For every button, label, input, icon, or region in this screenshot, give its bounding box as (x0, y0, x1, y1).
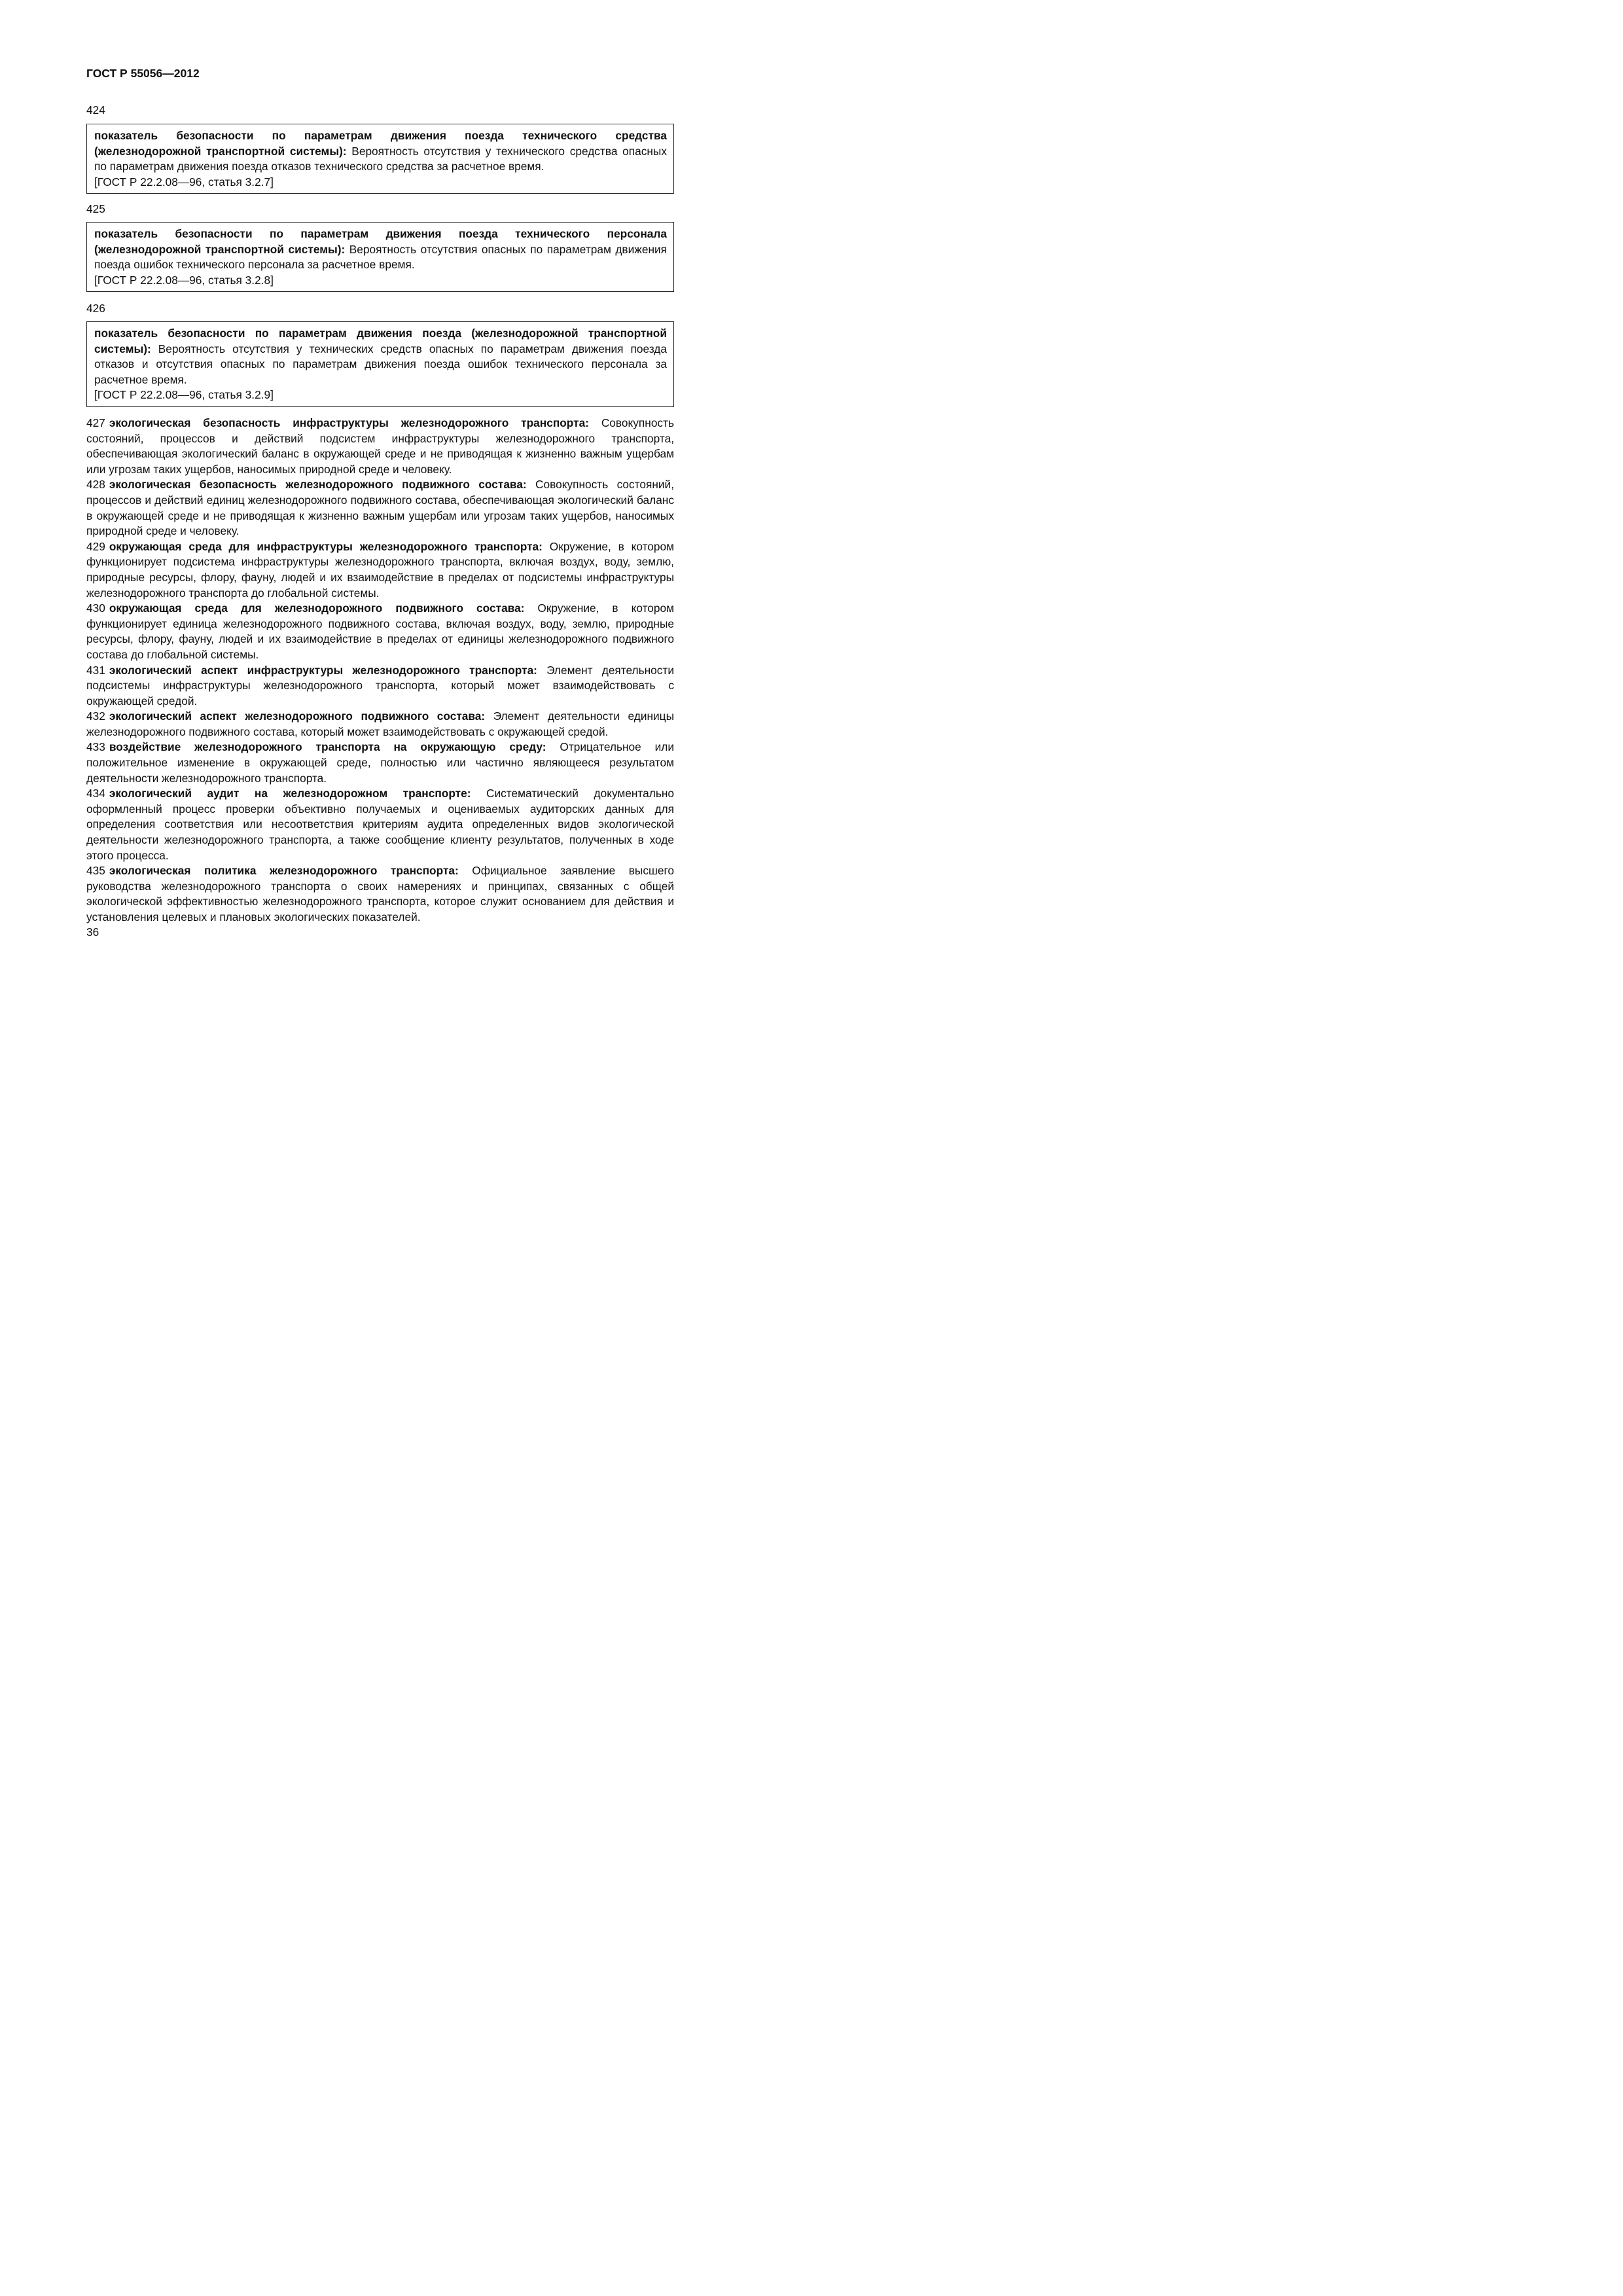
list-item (86, 477, 674, 539)
boxed-definition-425 (86, 222, 674, 292)
boxed-definition-424 (86, 124, 674, 194)
entry-number-424: 424 (86, 103, 105, 117)
entry-number: 431 (86, 663, 105, 677)
term: экологическая безопасность железнодорожного подвижного состава: (109, 478, 527, 492)
definition: Систематический документально оформленный процесс проверки объективно получаемых и оцениваемых аудиторских данных для определения соответствия или несоответствия критериям аудита определенных видов экологической деятельности железнодорожного транспорта, а также сообщение клиенту результатов, полученных в ходе этого процесса. (86, 787, 674, 862)
entry-number: 430 (86, 601, 105, 615)
reference: [ГОСТ Р 22.2.08—96, статья 3.2.8] (94, 273, 274, 287)
document-page (0, 0, 722, 1021)
reference: [ГОСТ Р 22.2.08—96, статья 3.2.9] (94, 388, 274, 402)
list-item (86, 709, 674, 740)
definition: Совокупность состояний, процессов и действий подсистем инфраструктуры железнодорожного транспорта, обеспечивающая экологический баланс в окружающей среде и не приводящая к жизненно важным ущербам или угрозам таких ущербов, наносимых природной среде и человеку. (86, 416, 674, 476)
entry-number: 427 (86, 416, 105, 429)
definition: Вероятность отсутствия опасных по параметрам движения поезда ошибок технического персонала за расчетное время. (94, 242, 667, 272)
list-item (86, 663, 674, 709)
definition: Окружение, в котором функционирует подсистема инфраструктуры железнодорожного транспорта, включая воздух, воду, землю, природные ресурсы, флору, фауну, людей и их взаимодействие в пределах от подсистемы инфраструктуры железнодорожного транспорта до глобальной системы. (86, 539, 675, 600)
term: экологический аудит на железнодорожном транспорте: (109, 787, 471, 800)
definition: Элемент деятельности единицы железнодорожного подвижного состава, который может взаимодействовать с окружающей средой. (86, 709, 675, 738)
list-item (86, 863, 674, 925)
entry-number: 435 (86, 864, 105, 878)
term: окружающая среда для инфраструктуры железнодорожного транспорта: (109, 539, 543, 553)
term: экологический аспект железнодорожного подвижного состава: (109, 709, 486, 723)
definition: Совокупность состояний, процессов и действий единиц железнодорожного подвижного состава, обеспечивающая экологический баланс в окружающей среде и не приводящая к жизненно важным ущербам или угрозам таких ущербов, наносимых природной среде и человеку. (86, 478, 674, 538)
entry-number: 428 (86, 478, 105, 492)
entry-number: 433 (86, 740, 105, 754)
term: показатель безопасности по параметрам движения поезда технического персонала (железнодорожной транспортной системы): (94, 227, 667, 256)
list-item (86, 416, 674, 477)
term: экологический аспект инфраструктуры железнодорожного транспорта: (109, 663, 537, 677)
definition: Вероятность отсутствия у технического средства опасных по параметрам движения поезда отказов технического средства за расчетное время. (94, 144, 667, 173)
list-item (86, 539, 674, 601)
entry-number-426: 426 (86, 302, 105, 315)
entry-number: 434 (86, 787, 105, 800)
definition: Окружение, в котором функционирует единица железнодорожного подвижного состава, включая воздух, воду, землю, природные ресурсы, флору, фауну, людей и их взаимодействие в пределах от единицы железнодорожного подвижного состава до глобальной системы. (86, 601, 675, 661)
definition: Вероятность отсутствия у технических средств опасных по параметрам движения поезда отказов и отсутствия опасных по параметрам движения поезда ошибок технического персонала за расчетное время. (94, 342, 667, 386)
list-item (86, 786, 674, 863)
term: показатель безопасности по параметрам движения поезда технического средства (железнодорожной транспортной системы): (94, 129, 667, 158)
term: воздействие железнодорожного транспорта на окружающую среду: (109, 740, 546, 754)
page-number: 36 (86, 925, 99, 939)
entry-number-425: 425 (86, 202, 105, 215)
term: окружающая среда для железнодорожного подвижного состава: (109, 601, 525, 615)
term: экологическая безопасность инфраструктуры железнодорожного транспорта: (109, 416, 589, 429)
definition: Официальное заявление высшего руководства железнодорожного транспорта о своих намерениях и принципах, связанных с общей экологической эффективностью железнодорожного транспорта, которое служит основанием для действия и установления целевых и плановых экологических показателей. (86, 864, 674, 924)
reference: [ГОСТ Р 22.2.08—96, статья 3.2.7] (94, 175, 274, 188)
term: показатель безопасности по параметрам движения поезда (железнодорожной транспортной системы): (94, 327, 667, 355)
list-item (86, 740, 674, 786)
entry-number: 432 (86, 709, 105, 723)
entry-number: 429 (86, 539, 105, 553)
document-header: ГОСТ Р 55056—2012 (86, 67, 200, 80)
list-item (86, 601, 674, 662)
term: экологическая политика железнодорожного транспорта: (109, 864, 459, 878)
boxed-definition-426 (86, 321, 674, 407)
definition: Элемент деятельности подсистемы инфраструктуры железнодорожного транспорта, который может взаимодействовать с окружающей средой. (86, 663, 674, 708)
definition: Отрицательное или положительное изменение в окружающей среде, полностью или частично являющееся результатом деятельности железнодорожного транспорта. (86, 740, 674, 785)
definition-list (86, 416, 674, 925)
